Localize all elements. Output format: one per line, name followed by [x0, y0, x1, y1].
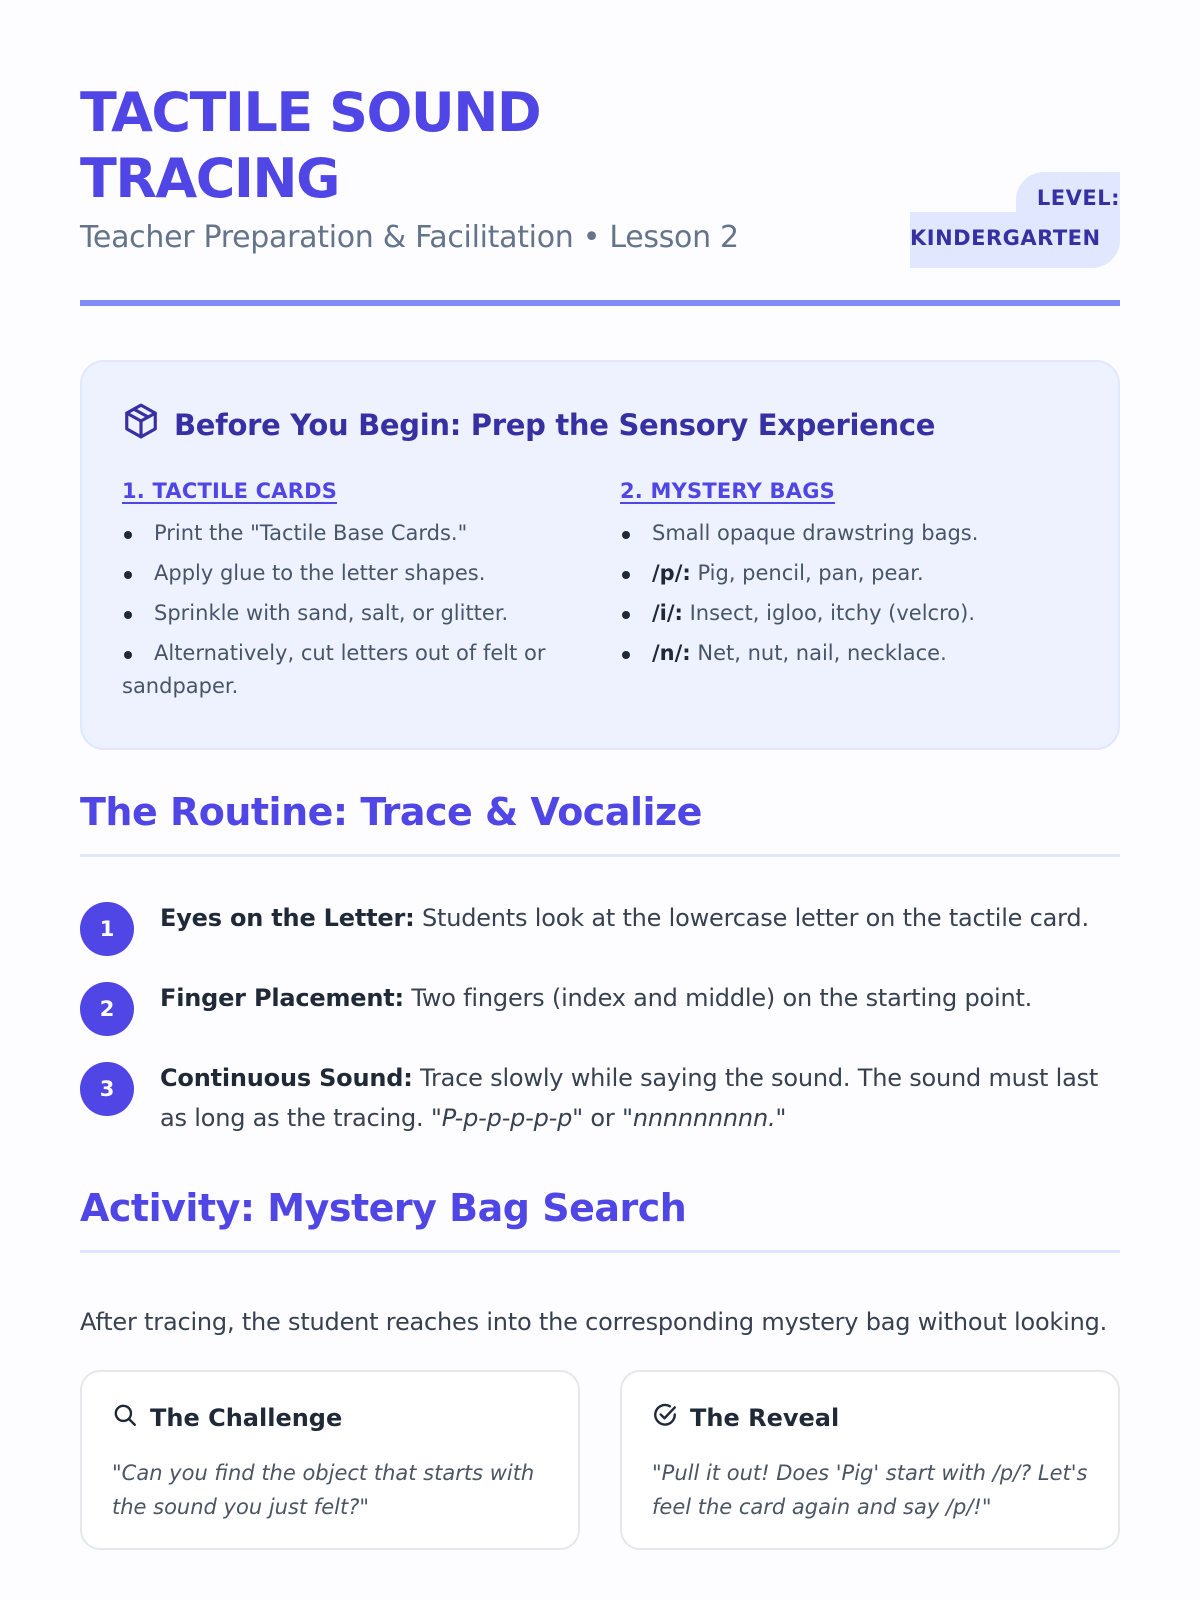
- item-text: Insect, igloo, itchy (velcro).: [682, 601, 975, 625]
- prep-columns: [122, 479, 1078, 710]
- or-text: or: [583, 1104, 623, 1132]
- step-text: Two fingers (index and middle) on the starting point.: [403, 984, 1033, 1012]
- mystery-bags-heading: 2. MYSTERY BAGS: [620, 479, 835, 503]
- card-title-text: The Challenge: [150, 1404, 343, 1432]
- title-line-2: TRACING: [80, 147, 339, 210]
- sound-label: /p/:: [652, 561, 691, 585]
- activity-intro: After tracing, the student reaches into the corresponding mystery bag without looking.: [80, 1308, 1108, 1336]
- step-number: 3: [80, 1062, 134, 1116]
- prep-title: [122, 402, 1078, 447]
- page-subtitle: Teacher Preparation & Facilitation • Lesson 2: [80, 220, 739, 255]
- step-item: [80, 898, 1120, 941]
- card-title: [112, 1402, 548, 1434]
- routine-steps: [80, 898, 1120, 1178]
- card-quote: "Pull it out! Does 'Pig' start with /p/? Let's feel the card again and say /p/!": [652, 1461, 1088, 1519]
- challenge-card: [80, 1370, 580, 1550]
- card-title-text: The Reveal: [690, 1404, 840, 1432]
- tactile-cards-heading: 1. TACTILE CARDS: [122, 479, 338, 503]
- item-text: Pig, pencil, pan, pear.: [690, 561, 924, 585]
- level-value: KINDERGARTEN: [910, 226, 1101, 250]
- step-item: [80, 978, 1120, 1021]
- tactile-cards-column: [122, 479, 580, 710]
- mystery-bags-column: [620, 479, 1078, 710]
- list-item: Sprinkle with sand, salt, or glitter.: [122, 597, 580, 630]
- item-text: Net, nut, nail, necklace.: [690, 641, 947, 665]
- page-title: [80, 80, 640, 212]
- card-title: [652, 1402, 1088, 1434]
- mystery-bags-list: [620, 517, 1078, 670]
- level-badge: [910, 172, 1120, 272]
- list-item: Print the "Tactile Base Cards.": [122, 517, 580, 550]
- search-icon: [112, 1402, 138, 1434]
- reveal-card: [620, 1370, 1120, 1550]
- list-item: Apply glue to the letter shapes.: [122, 557, 580, 590]
- step-text: Students look at the lowercase letter on the tactile card.: [414, 904, 1089, 932]
- list-item: [620, 637, 1078, 670]
- page-header: [80, 80, 1120, 306]
- step-label: Eyes on the Letter:: [160, 904, 415, 932]
- prep-panel: [80, 360, 1120, 750]
- routine-heading: The Routine: Trace & Vocalize: [80, 790, 1120, 857]
- list-item: [620, 517, 1078, 550]
- card-quote: "Can you find the object that starts with the sound you just felt?": [112, 1461, 535, 1519]
- list-item: [620, 557, 1078, 590]
- list-item: Alternatively, cut letters out of felt or sandpaper.: [122, 637, 580, 703]
- example-sound-p: "P-p-p-p-p-p": [430, 1104, 583, 1132]
- list-item: [620, 597, 1078, 630]
- sound-label: /i/:: [652, 601, 683, 625]
- cube-icon: [122, 402, 160, 447]
- step-number: 1: [80, 902, 134, 956]
- step-label: Continuous Sound:: [160, 1064, 413, 1092]
- step-item: [80, 1058, 1120, 1138]
- step-number: 2: [80, 982, 134, 1036]
- example-sound-n: "nnnnnnnnn.": [622, 1104, 787, 1132]
- activity-heading: Activity: Mystery Bag Search: [80, 1186, 1120, 1253]
- title-line-1: TACTILE SOUND: [80, 81, 541, 144]
- prep-title-text: Before You Begin: Prep the Sensory Experience: [174, 407, 936, 442]
- level-label: LEVEL:: [1036, 186, 1120, 210]
- step-label: Finger Placement:: [160, 984, 404, 1012]
- item-text: Small opaque drawstring bags.: [652, 521, 979, 545]
- step-text: Trace slowly while saying the sound. The sound must last as long as the tracing.: [160, 1064, 1099, 1132]
- tactile-cards-list: [122, 517, 580, 703]
- sound-label: /n/:: [652, 641, 691, 665]
- check-circle-icon: [652, 1402, 678, 1434]
